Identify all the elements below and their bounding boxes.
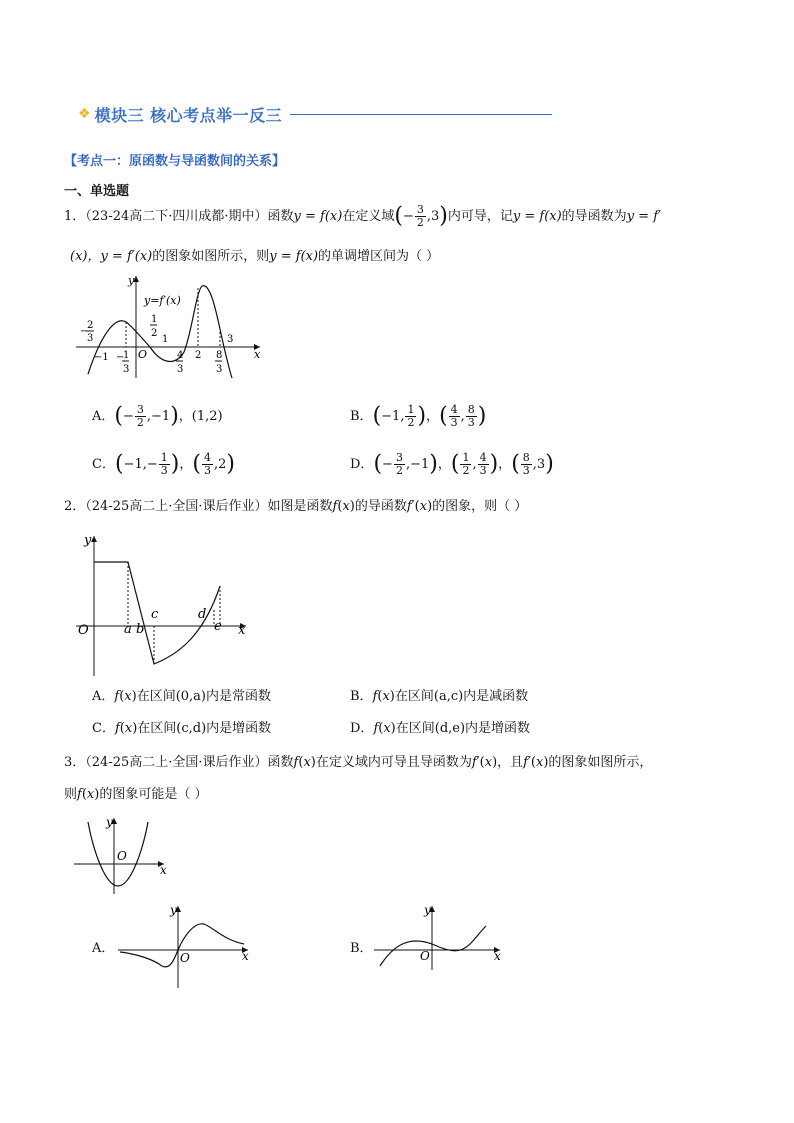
title-rule xyxy=(290,114,552,115)
q1-line2-c: 的单调增区间为（ ） xyxy=(318,249,440,264)
q1-deriv: y = f′ xyxy=(626,209,661,224)
q1-line2-a: (x)， xyxy=(70,249,101,264)
q1-text-b: 在定义域 xyxy=(342,209,395,224)
q2-tick-c: c xyxy=(151,607,159,622)
q2-origin: O xyxy=(78,623,89,638)
q2-option-b[interactable]: B．f(x)在区间(a,c)内是减函数 xyxy=(350,689,529,704)
q3b-x-label: x xyxy=(494,949,501,963)
q2-option-c[interactable]: C．f(x)在区间(c,d)内是增函数 xyxy=(92,721,272,736)
q2-tick-a: a xyxy=(124,622,132,637)
q1-option-a-label: A． xyxy=(92,409,115,424)
q2-text: 如图是函数 xyxy=(267,499,333,514)
q2-tick-d: d xyxy=(198,607,207,622)
q2-text-b: 的导函数 xyxy=(354,499,407,514)
q3-text-c: ，且 xyxy=(497,755,524,770)
q3-x-label: x xyxy=(160,863,167,877)
q1-tick-2: 2 xyxy=(195,350,202,361)
q2-x-label: x xyxy=(238,623,246,638)
q3-source: （24-25高二上·全国·课后作业） xyxy=(85,755,268,770)
q1-tick-43-d: 3 xyxy=(177,364,184,375)
q2-number: 2． xyxy=(64,499,86,514)
q3-line1: 3．（24-25高二上·全国·课后作业）函数f(x)在定义域内可导且导函数为f′(x)，且f′(x)的图象如图所示， xyxy=(64,755,653,770)
q1-option-d[interactable]: D．(− $\frac{3}{2}$ ,−1)，( $\frac{1}{2}$ , $\frac{4}{3}$ )，( $\frac{8}{3}$ ,3) xyxy=(350,451,554,477)
q1-option-c-label: C． xyxy=(92,457,115,472)
q2-tick-b: b xyxy=(136,622,145,637)
q1-origin: O xyxy=(138,348,148,361)
q3-line2-b: 的图象可能是（ ） xyxy=(99,787,208,802)
q1-tick-83-d: 3 xyxy=(216,364,223,375)
q1-option-d-label: D． xyxy=(350,457,374,472)
q3b-curve xyxy=(380,926,486,966)
q1-option-c[interactable]: C．(−1,− $\frac{1}{3}$ )，( $\frac{4}{3}$ ,2) xyxy=(92,451,235,477)
q1-line1: 1．（23-24高二下·四川成都·期中）函数y = f(x)在定义域(− $\frac{3}{2}$ ,3)内可导，记y = f(x)的导函数为y = f′ xyxy=(64,203,661,229)
module-title-text: 模块三 核心考点举一反三 xyxy=(94,105,283,125)
q1-line2-b: 的图象如图所示，则 xyxy=(152,249,270,264)
q1-tick-83: 8 xyxy=(216,350,223,361)
q1-tick-3: 3 xyxy=(227,334,234,345)
q2-option-b-text: 在区间(a,c)内是减函数 xyxy=(394,689,529,704)
q1-derivative-graph xyxy=(72,272,268,380)
q1-number: 1． xyxy=(64,209,86,224)
q3-option-b-graph[interactable] xyxy=(370,900,506,972)
q3-option-a-label[interactable]: A． xyxy=(92,941,115,956)
q3b-origin: O xyxy=(420,949,430,963)
q1-text-d: 的导函数为 xyxy=(561,209,627,224)
q1-line2 xyxy=(70,246,439,268)
q2-option-d-text: 在区间(d,e)内是增函数 xyxy=(395,721,531,736)
q2-option-a-text: 在区间(0,a)内是常函数 xyxy=(136,689,272,704)
q1-tick-neg13-n: 1 xyxy=(123,350,130,361)
q3a-origin: O xyxy=(180,951,190,965)
section-heading: 一、单选题 xyxy=(64,184,130,199)
q3-derivative-graph xyxy=(72,814,172,896)
q1-line2-func: y = f′(x) xyxy=(100,249,153,264)
diamond-arrow-icon: ❖ xyxy=(78,106,91,122)
q1-tick-12: 1 xyxy=(151,314,158,325)
q2-line1: 2．（24-25高二上·全国·课后作业）如图是函数f(x)的导函数f′(x)的图象，则（ ） xyxy=(64,499,528,514)
q3-option-a-graph[interactable] xyxy=(114,900,254,990)
q1-tick-neg23: − xyxy=(80,326,89,337)
q2-y-arrow-icon xyxy=(91,536,97,542)
q1-source: （23-24高二下·四川成都·期中） xyxy=(85,209,268,224)
q3a-y-label: y xyxy=(170,903,177,917)
q2-option-c-text: 在区间(c,d)内是增函数 xyxy=(137,721,272,736)
q3b-y-label: y xyxy=(424,903,431,917)
q3-y-label: y xyxy=(106,815,113,829)
q1-tick-neg23-n: 2 xyxy=(87,320,94,331)
q3a-x-label: x xyxy=(242,949,249,963)
q1-graph-label: y=f′(x) xyxy=(144,294,181,307)
q2-derivative-graph xyxy=(74,530,250,678)
q3-text-d: 的图象如图所示， xyxy=(548,755,653,770)
q1-tick-neg13-d: 3 xyxy=(123,364,130,375)
q3-number: 3． xyxy=(64,755,86,770)
q2-source: （24-25高二上·全国·课后作业） xyxy=(85,499,268,514)
q1-text-c: 内可导，记 xyxy=(447,209,513,224)
q1-func-3: y = f(x) xyxy=(269,249,319,264)
q1-tick-neg13: − xyxy=(116,352,125,363)
q1-option-b[interactable]: B．(−1, $\frac{1}{2}$ )，( $\frac{4}{3}$ , $\frac{8}{3}$ ) xyxy=(350,403,487,429)
q1-x-label: x xyxy=(254,348,261,361)
q1-y-label: y xyxy=(128,274,135,287)
q3-option-b-label[interactable]: B． xyxy=(350,941,373,956)
module-title xyxy=(78,101,552,127)
q2-option-a[interactable]: A．f(x)在区间(0,a)内是常函数 xyxy=(92,689,272,704)
kaodian-heading: 【考点一：原函数与导函数间的关系】 xyxy=(64,154,286,169)
q3-line2-a: 则 xyxy=(64,787,78,802)
q1-option-b-label: B． xyxy=(350,409,373,424)
q1-tick-12-d: 2 xyxy=(151,328,158,339)
q1-tick-neg23-d: 3 xyxy=(87,333,94,344)
q1-func: y = f(x) xyxy=(293,209,343,224)
q3-origin: O xyxy=(117,849,127,863)
q2-option-d[interactable]: D．f(x)在区间(d,e)内是增函数 xyxy=(350,721,531,736)
q3-text-b: 在定义域内可导且导函数为 xyxy=(315,755,472,770)
q1-func-2: y = f(x) xyxy=(512,209,562,224)
q1-text-a: 函数 xyxy=(267,209,294,224)
q1-tick-1: 1 xyxy=(162,334,169,345)
q2-text-c: 的图象，则（ ） xyxy=(432,499,528,514)
q1-option-a[interactable]: A．(− $\frac{3}{2}$ ,−1)，(1,2) xyxy=(92,403,223,429)
frac-3-2: $\frac{3}{2}$ xyxy=(416,203,424,229)
q3-line2: 则f(x)的图象可能是（ ） xyxy=(64,787,208,802)
q3-text: 函数 xyxy=(267,755,294,770)
q2-tick-e: e xyxy=(214,619,222,634)
q2-y-label: y xyxy=(84,533,92,548)
q1-tick-43: 4 xyxy=(177,350,184,361)
q1-tick-neg1: −1 xyxy=(94,352,109,363)
